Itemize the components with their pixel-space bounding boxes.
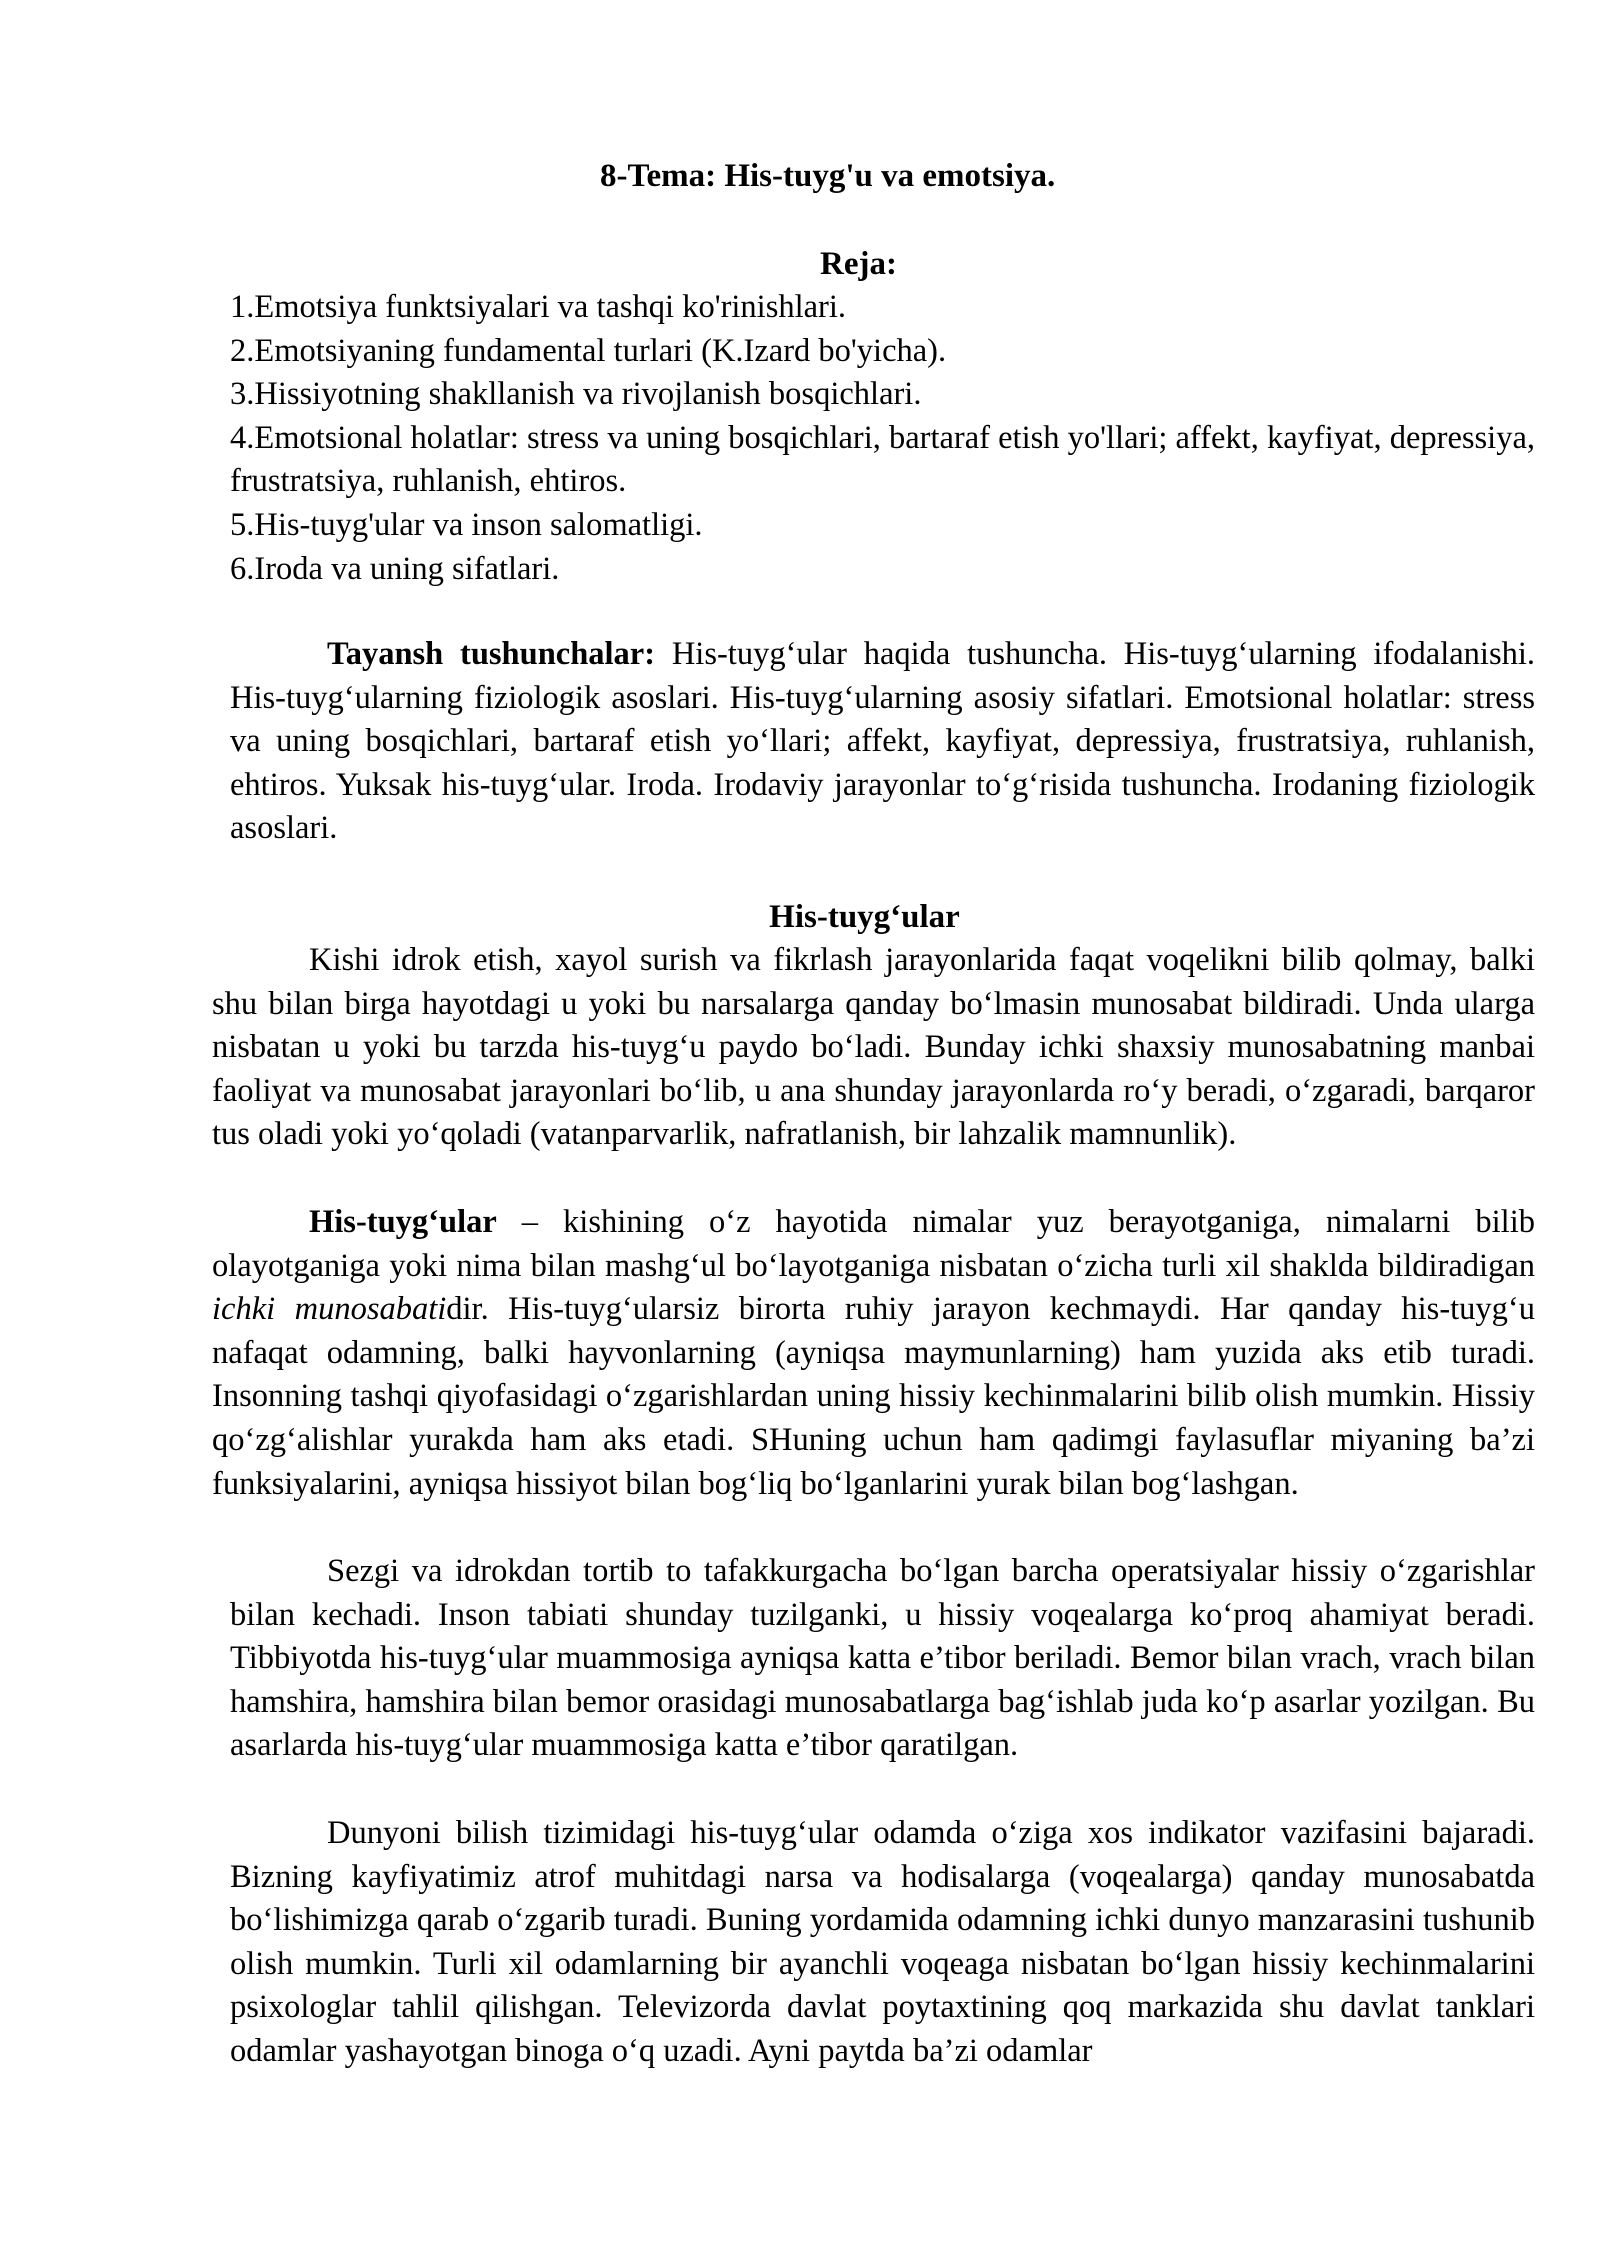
key-concepts-paragraph [230, 633, 1535, 851]
plan-item: 1.Emotsiya funktsiyalari va tashqi ko'rinishlari. [230, 289, 847, 325]
plan-item: 3.Hissiyotning shakllanish va rivojlanish bosqichlari. [230, 376, 922, 413]
plan-item: 2.Emotsiyaning fundamental turlari (K.Izard bo'yicha). [230, 332, 947, 369]
plan-heading: Reja: [820, 246, 897, 282]
plan-item: 4.Emotsional holatlar: stress va uning bosqichlari, bartaraf etish yo'llari; affekt, kayfiyat, depressiya, frustratsiya, ruhlanish, ehtiros. [230, 419, 1535, 500]
key-concepts-label: Tayansh tushunchalar: [327, 636, 656, 672]
key-concepts-text: His-tuyg‘ular haqida tushuncha. His-tuyg‘ularning ifodalanishi. His-tuyg‘ularning fiziologik asoslari. His-tuyg‘ularning asosiy sifatlari. Emotsional holatlar: stress va uning bosqichlari, bartaraf etish yo‘llari; affekt, kayfiyat, depressiya, frustratsiya, ruhlanish, ehtiros. Yuksak his-tuyg‘ular. Iroda. Irodaviy jarayonlar to‘g‘risida tushuncha. Irodaning fiziologik asoslari. [230, 636, 1535, 847]
paragraph-2-text-a: – kishining o‘z hayotida nimalar yuz berayotganiga, nimalarni bilib olayotganiga yoki nima bilan mashg‘ul bo‘layotganiga nisbatan o‘zicha turli xil shaklda bildiradigan [212, 1204, 1535, 1284]
plan-list [230, 286, 1535, 591]
paragraph-2-text-b: dir. His-tuyg‘ularsiz birorta ruhiy jarayon kechmaydi. Har qanday his-tuyg‘u nafaqat odamning, balki hayvonlarning (ayniqsa maymunlarning) ham yuzida aks etib turadi. Insonning tashqi qiyofasidagi o‘zgarishlardan uning hissiy kechinmalarini bilib olish mumkin. Hissiy qo‘zg‘alishlar yurakda ham aks etadi. SHuning uchun ham qadimgi faylasuflar miyaning ba’zi funksiyalarini, ayniqsa hissiyot bilan bog‘liq bo‘lganlarini yurak bilan bog‘lashgan. [212, 1291, 1535, 1502]
plan-item: 6.Iroda va uning sifatlari. [230, 550, 560, 587]
plan-item: 5.His-tuyg'ular va inson salomatligi. [230, 506, 703, 543]
section-paragraph-4: Dunyoni bilish tizimidagi his-tuyg‘ular odamda o‘ziga xos indikator vazifasini bajaradi. Bizning kayfiyatimiz atrof muhitdagi narsa va hodisalarga (voqealarga) qanday munosabatda bo‘lishimizga qarab o‘zgarib turadi. Buning yordamida odamning ichki dunyo manzarasini tushunib olish mumkin. Turli xil odamlarning bir ayanchli voqeaga nisbatan bo‘lgan hissiy kechinmalarini psixologlar tahlil qilishgan. Televizorda davlat poytaxtining qoq markazida shu davlat tanklari odamlar yashayotgan binoga o‘q uzadi. Ayni paytda ba’zi odamlar [230, 1815, 1535, 2069]
section-paragraph-2 [212, 1201, 1535, 1506]
section-paragraph-3: Sezgi va idrokdan tortib to tafakkurgacha bo‘lgan barcha operatsiyalar hissiy o‘zgarishlar bilan kechadi. Inson tabiati shunday tuzilganki, u hissiy voqealarga ko‘proq ahamiyat beradi. Tibbiyotda his-tuyg‘ular muammosiga ayniqsa katta e’tibor beriladi. Bemor bilan vrach, vrach bilan hamshira, hamshira bilan bemor orasidagi munosabatlarga bag‘ishlab juda ko‘p asarlar yozilgan. Bu asarlarda his-tuyg‘ular muammosiga katta e’tibor qaratilgan. [230, 1553, 1535, 1764]
page-title: 8-Tema: His-tuyg'u va emotsiya. [600, 158, 1056, 194]
paragraph-2-italic: ichki munosabati [212, 1291, 447, 1328]
paragraph-2-term: His-tuyg‘ular [309, 1204, 497, 1240]
section-heading: His-tuyg‘ular [769, 899, 960, 935]
section-paragraph-1: Kishi idrok etish, xayol surish va fikrlash jarayonlarida faqat voqelikni bilib qolmay, balki shu bilan birga hayotdagi u yoki bu narsalarga qanday bo‘lmasin munosabat bildiradi. Unda ularga nisbatan u yoki bu tarzda his-tuyg‘u paydo bo‘ladi. Bunday ichki shaxsiy munosabatning manbai faoliyat va munosabat jarayonlari bo‘lib, u ana shunday jarayonlarda ro‘y beradi, o‘zgaradi, barqaror tus oladi yoki yo‘qoladi (vatanparvarlik, nafratlanish, bir lahzalik mamnunlik). [212, 942, 1535, 1153]
